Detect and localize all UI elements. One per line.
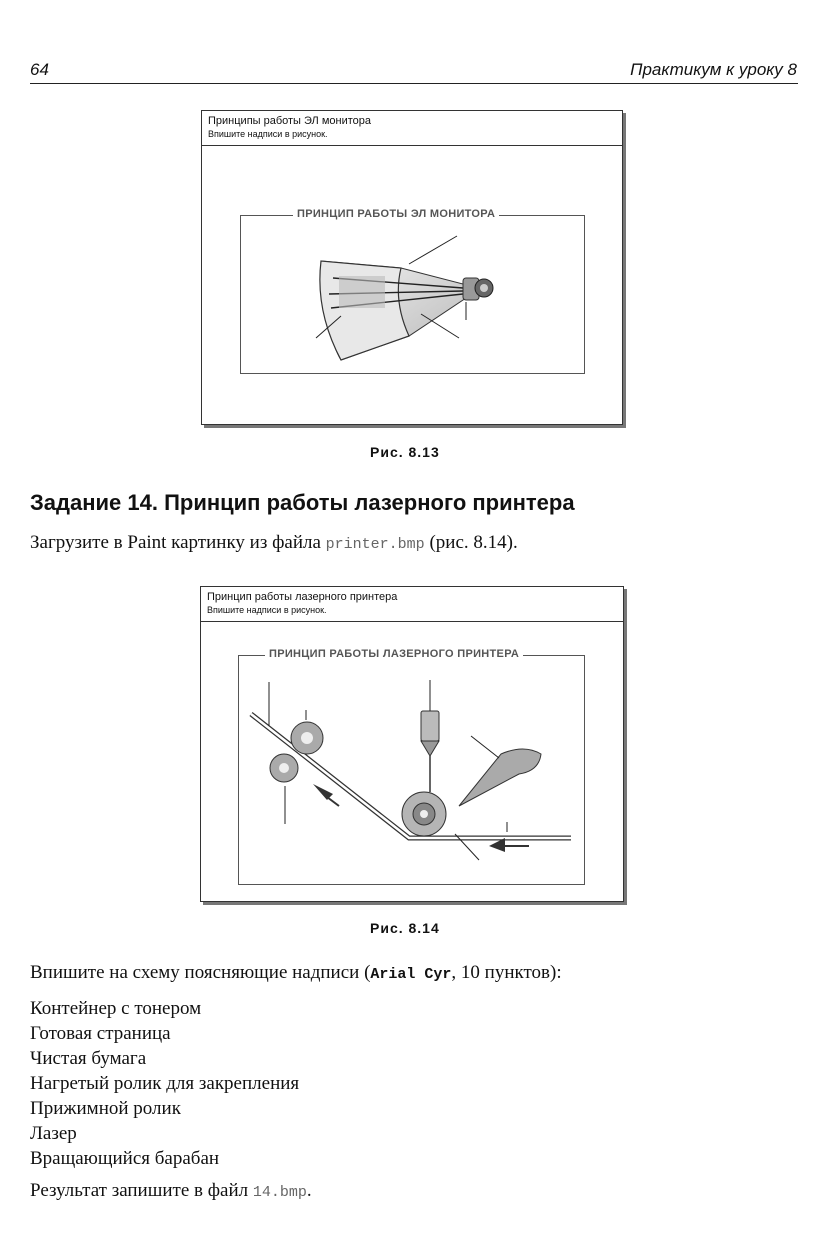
result-instruction (30, 1180, 312, 1202)
figure-caption: Рис. 8.14 (370, 920, 440, 936)
figure-window-subtitle: Впишите надписи в рисунок. (208, 129, 328, 139)
list-item: Контейнер с тонером (30, 998, 202, 1019)
list-item: Лазер (30, 1123, 77, 1144)
page-number: 64 (30, 60, 49, 79)
list-item: Прижимной ролик (30, 1098, 181, 1119)
list-item: Нагретый ролик для закрепления (30, 1073, 300, 1094)
list-item: Вращающийся барабан (30, 1148, 220, 1169)
load-file-name: printer.bmp (325, 536, 425, 553)
laser-printer-illustration (239, 656, 584, 884)
instruction-text-after: , 10 пунктов): (451, 962, 562, 983)
instruction-text-before: Впишите на схему поясняющие надписи ( (30, 962, 371, 983)
list-item: Чистая бумага (30, 1048, 147, 1069)
labels-instruction (30, 962, 562, 984)
load-text-before: Загрузите в Paint картинку из файла (30, 532, 326, 553)
diagram-frame-label: ПРИНЦИП РАБОТЫ ЭЛ МОНИТОРА (293, 208, 499, 220)
font-name: Arial Cyr (370, 966, 452, 983)
header-rule (30, 83, 798, 84)
figure-window-title: Принцип работы лазерного принтера (207, 591, 398, 603)
result-text-after: . (306, 1180, 312, 1201)
figure-crt-monitor (201, 110, 623, 425)
task-heading: Задание 14. Принцип работы лазерного принтера (30, 490, 575, 515)
load-instruction (30, 532, 518, 554)
diagram-frame (238, 648, 585, 885)
diagram-frame (240, 208, 585, 374)
figure-window-title: Принципы работы ЭЛ монитора (208, 115, 372, 127)
labels-list (30, 996, 299, 1171)
figure-caption: Рис. 8.13 (370, 444, 440, 460)
load-text-after: (рис. 8.14). (424, 532, 518, 553)
crt-monitor-illustration (241, 216, 584, 373)
diagram-frame-label: ПРИНЦИП РАБОТЫ ЛАЗЕРНОГО ПРИНТЕРА (265, 648, 523, 660)
figure-laser-printer (200, 586, 624, 902)
figure-window-subtitle: Впишите надписи в рисунок. (207, 605, 327, 615)
result-text-before: Результат запишите в файл (30, 1180, 253, 1201)
figure-separator (202, 145, 622, 146)
figure-separator (201, 621, 623, 622)
list-item: Готовая страница (30, 1023, 171, 1044)
running-title: Практикум к уроку 8 (630, 60, 797, 79)
result-file-name: 14.bmp (252, 1184, 307, 1201)
